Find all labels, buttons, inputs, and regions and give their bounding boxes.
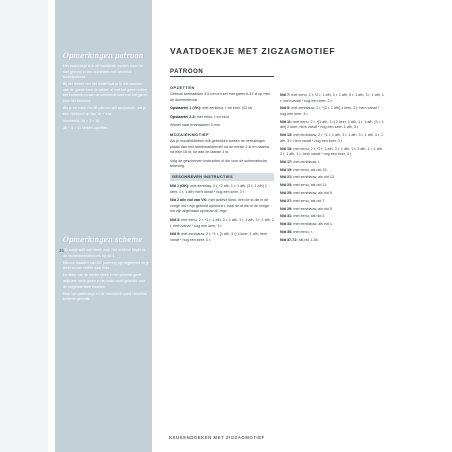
- row-instruction: [280, 238, 384, 244]
- row-instruction: [170, 232, 274, 243]
- row-label: Nld 35:: [280, 229, 293, 234]
- row-text: als nld 1-36.: [298, 237, 319, 242]
- page-number: 36: [59, 248, 65, 253]
- row-instruction: [280, 191, 384, 197]
- row-text: met eenblauw, r.: [293, 159, 321, 164]
- row-instruction: [280, 183, 384, 189]
- scheme-notes-heading: Opmerkingen scheme: [63, 236, 143, 244]
- row-label: Opstaartel 1 (VK):: [170, 106, 202, 111]
- row-instruction: [280, 147, 384, 158]
- row-text: met eenkleur, r tot eind. (41 st): [202, 106, 253, 111]
- row-label: Nld 29:: [280, 206, 293, 211]
- page-title: VAATDOEKJE MET ZIGZAGMOTIEF: [170, 46, 336, 56]
- row-label: Nld 27:: [280, 198, 293, 203]
- row-text: met eenblauw, als nld 13.: [293, 175, 335, 180]
- row-instruction: [280, 106, 384, 117]
- right-column: [280, 93, 384, 245]
- row-label: Nld 9:: [280, 106, 291, 111]
- scheme-notes-para: De kleur van de eerste steek in het scheme geeft altijd aan welk garen in de naald moet gebruikt voor de volgende twee naalden.: [63, 273, 146, 289]
- row-instruction: [280, 199, 384, 205]
- sidebar-notes: [55, 0, 152, 452]
- left-column: [170, 85, 274, 246]
- pattern-notes-text: [63, 64, 149, 132]
- row-instruction: [280, 214, 384, 220]
- instructions-heading: GESCHREVEN INSTRUCTIES: [170, 173, 274, 181]
- row-text: met eenblauw, als nld 1.: [293, 222, 333, 227]
- row-text: met eenu, als nld 3.: [293, 214, 326, 219]
- section-title: PATROON: [170, 69, 204, 75]
- row-text: met eenblauw, 2 r, *[3 r, 1 afh] 4 keer, 2 r, herh vanaf * nog een keer, 3 r.: [280, 106, 380, 116]
- row-label: Nld 3:: [170, 217, 181, 222]
- row-label: Nld 11:: [280, 119, 293, 124]
- pattern-notes-heading: Opmerkingen patroon: [63, 52, 144, 60]
- mozaiek-text: Volg de geschreven instructies of die voor de schematische tekening.: [170, 158, 267, 169]
- row-label: Nld 2 alle nld van VK:: [170, 198, 208, 203]
- row-instruction: [280, 133, 384, 144]
- opstaartel-1: [170, 106, 274, 112]
- section-header: [170, 69, 274, 77]
- opstaartel-note: Wissel naar breinaalden 5 mm.: [170, 123, 221, 128]
- scheme-notes-text: [63, 248, 149, 303]
- mozaiek-text: Als je mozaïekbreien wilt gebruiken tussen de herhalingen plaats dan een steekmarkeerder na de eerste 2 st en daarna na elke 18 st, tot aan de laatste 3 st.: [170, 138, 270, 155]
- row-label: Nld 17:: [280, 159, 293, 164]
- row-instruction: [170, 218, 274, 229]
- row-label: Opstaartel 2-3:: [170, 114, 196, 119]
- row-instruction: [280, 120, 384, 131]
- row-text: met eenblauw, 2 r, *1 r, 1 afh, 3 r, 1 afh, 3 r, 1 afh, 3 r, 1 afh, 3 r; herh vanaf * nog een keer, 3 r.: [280, 133, 384, 143]
- row-instruction: [170, 198, 274, 215]
- row-text: met actieve kleur, brei de st die in de vorige nld r zijn gebreid opnieuw r, haal de st die in de vorige nld zijn afgehaald opnieuw af, mgv.: [170, 198, 270, 214]
- row-instruction: [280, 93, 384, 104]
- row-text: met eenu, als nld 7.: [293, 198, 326, 203]
- row-text: met eenblaw, 2 r, *2 afh, 1 r, 1 afh, [3 r, 1 afh] 2 keer, 1 r, 1 afh; herh vanaf * nog een keer, 3 r.: [170, 183, 267, 194]
- row-label: Nld 1 (GK):: [170, 183, 190, 188]
- row-label: Nld 19:: [280, 167, 293, 172]
- subheading-opzetten: OPZETTEN: [170, 85, 195, 90]
- pattern-notes-para: 36 + 5 = 41 steken opzetten.: [63, 125, 109, 130]
- scheme-notes-para: Nieuwe naalden van GK (oneven) zijn afgebeeld en je leest ze van rechts naar links.: [63, 260, 149, 271]
- scheme-notes: [63, 236, 149, 303]
- pattern-notes-para: Bij het breien van het motief laat je in alle naalden van de goede kant de steken af met het garen achter het breiwerk en aan de verkeerde kant met het garen voor het breiwerk.: [63, 82, 148, 104]
- pattern-notes-para: Als je de maat van dit patroon wilt aanpassen, zet je een veelvoud op van 16 + 5 st.: [63, 106, 146, 116]
- subheading-mozaiek: MOZAIEKMOTIEF: [170, 131, 210, 137]
- row-label: Nld 13:: [280, 133, 293, 138]
- row-text: met eenu, als nld 15.: [293, 167, 328, 172]
- row-text: met eenblauw, 2 r, *1 r, [1 afh, 3 r] 4 keer, 1 afh; herh vanaf * nog een keer, 3 r.: [170, 232, 268, 242]
- pattern-notes-para: Voorbeeld: 16 × 2 = 36: [63, 118, 100, 123]
- row-label: Nld 21:: [280, 175, 293, 180]
- row-label: Nld 33:: [280, 222, 293, 227]
- scheme-notes-para: Voor het vaatdoekje en de handdoek wordt hetzelfde scheme gebruikt.: [63, 291, 147, 302]
- scheme-notes-para: Elk hokje stelt een steek voor. Het scheme begint in de rechterbenedenhoek bij nld 1.: [63, 248, 146, 258]
- row-instruction: [280, 160, 384, 166]
- row-instruction: [280, 230, 384, 236]
- row-text: met eenu, als nld 11.: [293, 183, 328, 188]
- row-label: Nld 25:: [280, 191, 293, 195]
- row-text: met eenu, r tot eind.: [196, 114, 230, 119]
- row-instruction: [280, 168, 384, 174]
- row-text: met eenblauw, als nld 5.: [293, 206, 333, 211]
- pattern-notes: [63, 52, 149, 132]
- row-text: met eenu, 2 r, *[1 afh, 3 r] 2 keer, 1 afh, 1 r, 1 afh, [3 r, 1 afh] 2 keer; herh vanaf * nog een keer, 1 afh, 3 r.: [280, 119, 384, 130]
- row-instruction: [280, 222, 384, 228]
- row-text: met eenu, 2 r, *2 r, 1 afh, 3 r, 1 afh, 5 r, 1 afh, 3 r, 1 afh, 1 r; herh vanaf * nog een keer, 3 r.: [280, 93, 384, 103]
- row-label: Nld 7:: [280, 93, 291, 97]
- opzetten-text: Gebruik breinaalden 4,5 mm en zet met garen A 41 st op met de duimmethode.: [170, 92, 270, 102]
- row-instruction: [280, 175, 384, 181]
- row-text: met eenu, 2 r, *1 r, 1 afh, 3 r, 1 afh, 1 r, 1 afh, 3 r, 1 afh, 2 r, herh vanaf * nog een keer, 3 r.: [170, 217, 274, 228]
- running-footer: KEUKENDOEKEN MET ZIGZAGMOTIEF: [169, 435, 265, 440]
- row-instruction: [170, 184, 274, 195]
- row-label: Nld 15:: [280, 146, 293, 151]
- row-text: met eenu, 2 r, *2 r, 1 afh, 3 r, 1 afh, 1 r, 3 afh, 1 r, 1 afh, 3 r, 1 afh, 1 r; herh vanaf * nog een keer, 3 r.: [280, 146, 383, 157]
- pattern-notes-para: Het vaatdoekje is in de handdoek worden losse en niet gebreid in een rechtheek met hetzelfde motiefpatroon.: [63, 64, 144, 80]
- row-label: Nld 5:: [170, 232, 181, 237]
- row-text: met eenu, r.: [293, 229, 313, 234]
- opstaartel-2-3: [170, 115, 274, 121]
- row-label: Nld 31:: [280, 214, 293, 219]
- row-label: Nld 37-72:: [280, 237, 298, 242]
- row-text: met eenblauw, als nld 9.: [293, 191, 333, 195]
- row-label: Nld 23:: [280, 183, 293, 188]
- row-instruction: [280, 207, 384, 213]
